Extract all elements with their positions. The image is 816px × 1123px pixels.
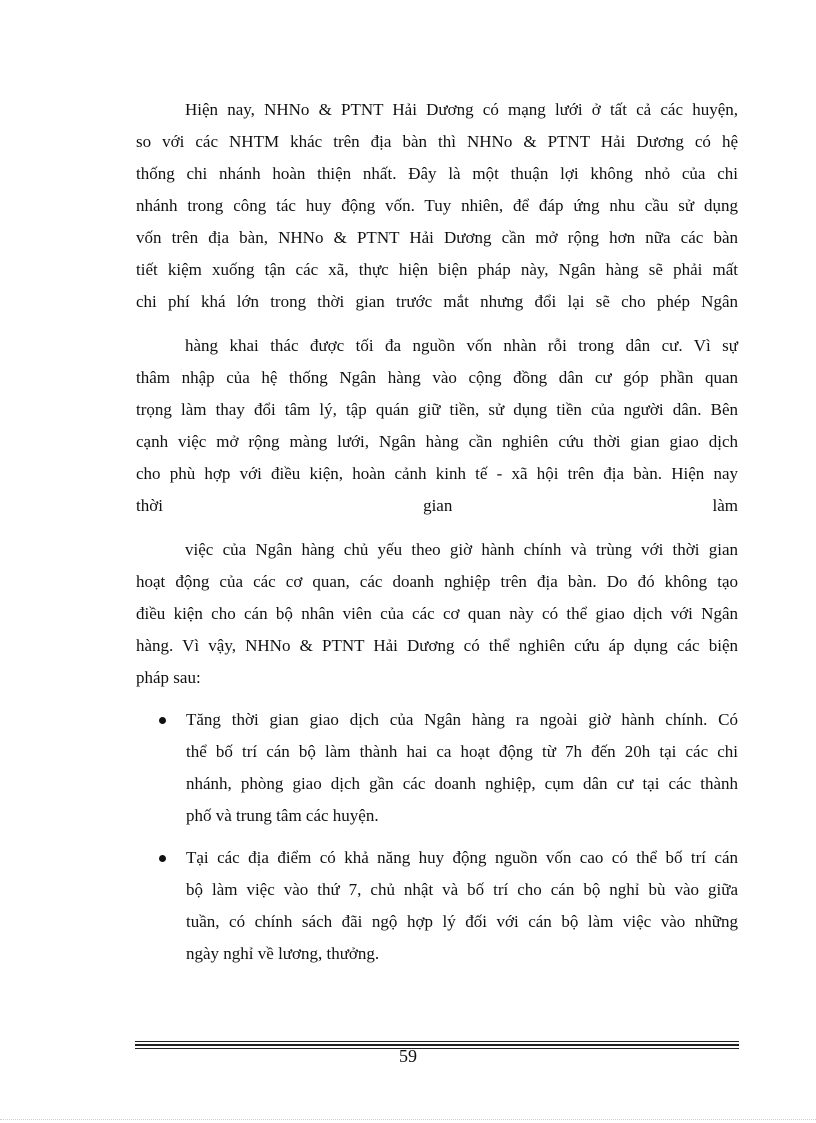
bullet-icon <box>158 853 168 863</box>
text-line: thống chi nhánh hoàn thiện nhất. Đây là một thuận lợi không nhỏ của chi <box>136 164 738 183</box>
text-line: bộ làm việc vào thứ 7, chủ nhật và bố trí cho cán bộ nghỉ bù vào giữa <box>186 880 738 899</box>
text-line: Tại các địa điểm có khả năng huy động nguồn vốn cao có thể bố trí cán <box>186 848 738 867</box>
text-line: Hiện nay, NHNo & PTNT Hải Dương có mạng lưới ở tất cả các huyện, <box>185 100 738 119</box>
text-line: hàng. Vì vậy, NHNo & PTNT Hải Dương có thể nghiên cứu áp dụng các biện <box>136 636 738 655</box>
footer-rule <box>135 1041 739 1042</box>
text-line: vốn trên địa bàn, NHNo & PTNT Hải Dương cần mở rộng hơn nữa các bàn <box>136 228 738 247</box>
bullet-icon <box>158 715 168 725</box>
text-line: ngày nghỉ về lương, thưởng. <box>186 944 380 963</box>
text-line: thâm nhập của hệ thống Ngân hàng vào cộng đồng dân cư góp phần quan <box>136 368 738 387</box>
text-line: hoạt động của các cơ quan, các doanh nghiệp trên địa bàn. Do đó không tạo <box>136 572 738 591</box>
text-line: thời gian làm <box>136 496 738 515</box>
text-line: chi phí khá lớn trong thời gian trước mắt nhưng đổi lại sẽ cho phép Ngân <box>136 292 738 311</box>
text-line: pháp sau: <box>136 668 201 687</box>
text-line: việc của Ngân hàng chủ yếu theo giờ hành chính và trùng với thời gian <box>185 540 738 559</box>
text-line: phố và trung tâm các huyện. <box>186 806 379 825</box>
text-line: so với các NHTM khác trên địa bàn thì NHNo & PTNT Hải Dương có hệ <box>136 132 738 151</box>
text-line: trọng làm thay đổi tâm lý, tập quán giữ tiền, sử dụng tiền của người dân. Bên <box>136 400 738 419</box>
text-line: điều kiện cho cán bộ nhân viên của các cơ quan này có thể giao dịch với Ngân <box>136 604 738 623</box>
text-line: nhánh, phòng giao dịch gần các doanh nghiệp, cụm dân cư tại các thành <box>186 774 738 793</box>
page-edge-divider <box>0 1119 816 1120</box>
text-line: thể bố trí cán bộ làm thành hai ca hoạt động từ 7h đến 20h tại các chi <box>186 742 738 761</box>
text-line: Tăng thời gian giao dịch của Ngân hàng ra ngoài giờ hành chính. Có <box>186 710 738 729</box>
text-line: cho phù hợp với điều kiện, hoàn cảnh kinh tế - xã hội trên địa bàn. Hiện nay <box>136 464 738 483</box>
page-number: 59 <box>399 1046 417 1066</box>
text-line: hàng khai thác được tối đa nguồn vốn nhàn rỗi trong dân cư. Vì sự <box>185 336 738 355</box>
text-line: cạnh việc mở rộng màng lưới, Ngân hàng cần nghiên cứu thời gian giao dịch <box>136 432 738 451</box>
text-line: nhánh trong công tác huy động vốn. Tuy nhiên, để đáp ứng nhu cầu sử dụng <box>136 196 738 215</box>
text-line: tiết kiệm xuống tận các xã, thực hiện biện pháp này, Ngân hàng sẽ phải mất <box>136 260 738 279</box>
text-line: tuần, có chính sách đãi ngộ hợp lý đối với cán bộ làm việc vào những <box>186 912 738 931</box>
